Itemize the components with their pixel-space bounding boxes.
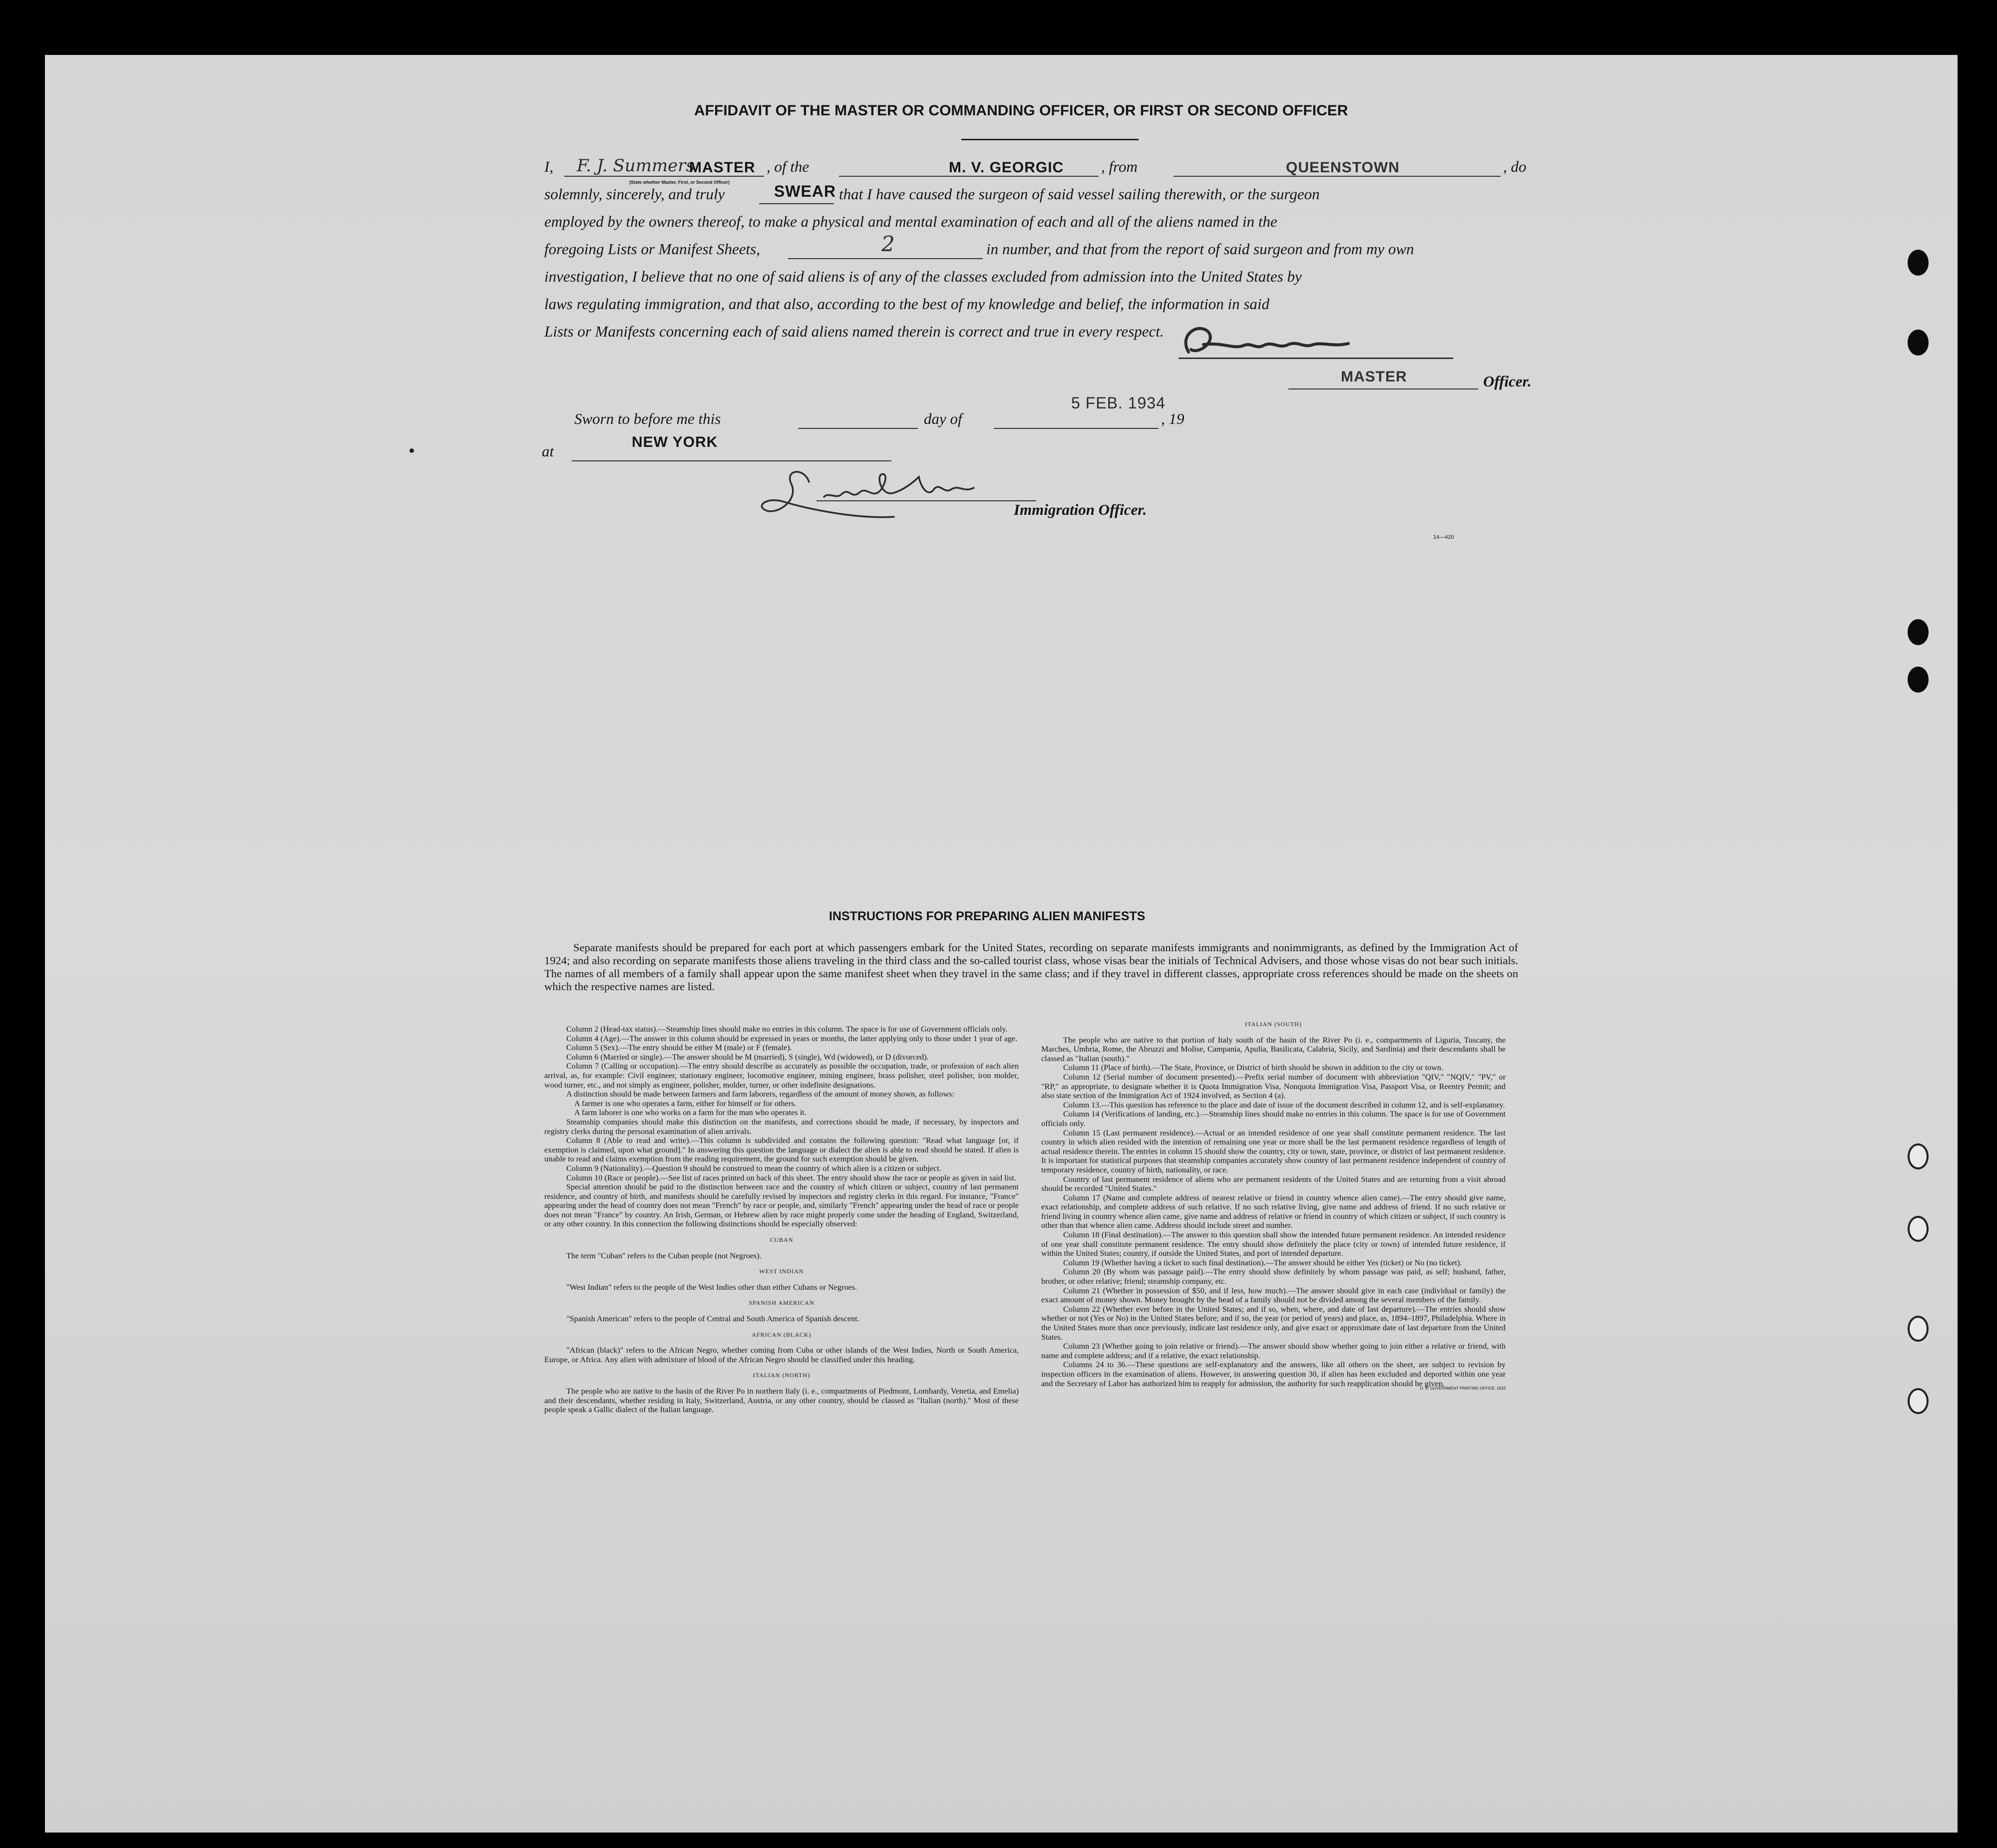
affidavit-line-1: I, F. J. Summers MASTER , of the M. V. GEORGIC , from QUEENSTOWN , do [544, 155, 1663, 185]
printer-imprint: U. S. GOVERNMENT PRINTING OFFICE: 1933 [1420, 1386, 1506, 1391]
instruction-paragraph: Column 15 (Last permanent residence).—Actual or an intended residence of one year shall constitute permanent residence. The last country in which alien resided with the intention of remaining one year or more shall be the last permanent residence regardless of length of actual residence therein. The entries in column 15 should show the country, city or town, state, province, or district of last permanent residence. It is important for statistical purposes that steamship companies accurately show country of last permanent residence independent of country of temporary residence, country of birth, nationality, or race. [1041, 1128, 1506, 1174]
instruction-paragraph: Country of last permanent residence of aliens who are permanent residents of the United States and are returning from a visit abroad should be recorded "United States." [1041, 1174, 1506, 1193]
instruction-paragraph: A farm laborer is one who works on a farm for the man who operates it. [574, 1108, 806, 1117]
affidavit-line-7: Lists or Manifests concerning each of said aliens named therein is correct and true in every respect. [544, 323, 1164, 340]
instruction-paragraph: Column 13.—This question has reference to the place and date of issue of the document described in column 12, and is self-explanatory. [1063, 1100, 1505, 1109]
section-heading: ITALIAN (SOUTH) [1245, 1021, 1302, 1028]
instruction-paragraph: Column 18 (Final destination).—The answer to this question shall show the intended future permanent residence. An intended residence of one year shall constitute permanent residence. The entry should show definitely the place (city or town) of intended future residence, if within the United States; country, if outside the United States, and port of intended departure. [1041, 1230, 1506, 1258]
ink-dot [409, 448, 414, 453]
instruction-paragraph: Special attention should be paid to the distinction between race and the country of which citizen or subject, country of last permanent residence, and country of birth, and manifests should be carefully revised by inspectors and registry clerks in this regard. For instance, "France" appearing under the head of country does not mean "French" by race or people, and, similarly "French" appearing under the head of race or people does not mean "France" by country. An Irish, German, or Hebrew alien by race might properly come under the heading of England, Switzerland, or any other country. In this connection the following distinctions should be especially observed: [544, 1182, 1019, 1229]
immigration-signature-scribble [754, 462, 1054, 529]
punch-hole [1908, 1216, 1929, 1242]
instruction-paragraph: Column 19 (Whether having a ticket to such final destination).—The answer should be either Yes (ticket) or No (no ticket). [1063, 1258, 1462, 1267]
instruction-paragraph: The people who are native to that portion of Italy south of the basin of the River Po (i. e., compartments of Liguria, Tuscany, the Marches, Umbria, Rome, the Abruzzi and Molise, Campania, Apulia, Basilicata, Calabria, Sicily, and Sardinia) and their descendants shall be classed as "Italian (south)." [1041, 1035, 1506, 1063]
instruction-paragraph: The people who are native to the basin of the River Po in northern Italy (i. e., compartments of Piedmont, Lombardy, Venetia, and Emelia) and their descendants, whether residing in Italy, Switzerland, Austria, or any other country, should be classed as "Italian (north)." Most of these people speak a Gallic dialect of the Italian language. [544, 1387, 1019, 1415]
instruction-paragraph: Column 21 (Whether in possession of $50, and if less, how much).—The answer should give in each case (individual or family) the exact amount of money shown. Money brought by the head of a family should not be divided among the several members of the family. [1041, 1286, 1506, 1305]
instructions-right-column [1041, 1020, 1506, 1394]
instruction-paragraph: The term "Cuban" refers to the Cuban people (not Negroes). [566, 1251, 762, 1260]
signature-line [1179, 358, 1453, 359]
place-field: NEW YORK [632, 434, 718, 450]
section-heading: CUBAN [770, 1236, 794, 1244]
section-heading: WEST INDIAN [759, 1268, 804, 1275]
instruction-paragraph: Column 11 (Place of birth).—The State, Province, or District of birth should be shown in addition to the city or town. [1063, 1063, 1443, 1073]
officer-rank-field: MASTER [1341, 369, 1407, 385]
instruction-paragraph: Column 4 (Age).—The answer in this column should be expressed in years or months, the latter applying only to those under 1 year of age. [566, 1034, 1018, 1043]
punch-hole [1908, 250, 1929, 276]
port-field: QUEENSTOWN [1286, 159, 1400, 176]
punch-hole [1908, 330, 1929, 356]
instruction-paragraph: Column 12 (Serial number of document presented).—Prefix serial number of document with abbreviation "QIV," "NQIV," "PV," or "RP," as appropriate, to designate whether it is Quota Immigration Visa, Nonquota Immigration Visa, Passport Visa, or Reentry Permit; and also state section of the Immigration Act of 1924 involved, as Section 4 (a). [1041, 1072, 1506, 1101]
immigration-officer-label: Immigration Officer. [1014, 501, 1147, 518]
punch-hole [1908, 1316, 1929, 1342]
immigration-signature [754, 462, 1054, 529]
place-line: at NEW YORK [542, 439, 941, 469]
affidavit-line-4: foregoing Lists or Manifest Sheets, 2 in number, and that from the report of said surgeon and from my own [544, 237, 1663, 267]
affidavit-line-6: laws regulating immigration, and that also, according to the best of my knowledge and belief, the information in said [544, 295, 1270, 313]
officer-label: Officer. [1483, 372, 1532, 390]
master-name-handwritten: F. J. Summers [577, 156, 695, 176]
manifest-sheet [45, 55, 1958, 1833]
instructions-intro: Separate manifests should be prepared for each port at which passengers embark for the United States, recording on separate manifests immigrants and nonimmigrants, as defined by the Immigration Act of 1924; and also recording on separate manifests those aliens traveling in the third class and the so-called tourist class, whose visas bear the initials of Technical Advisers, and those whose visas do not bear such initials. The names of all members of a family shall appear upon the same manifest sheet when they travel in the same class; and if they travel in different classes, appropriate cross references should be made on the sheets on which the respective names are listed. [544, 941, 1518, 993]
sheets-count-handwritten: 2 [881, 232, 895, 256]
instruction-paragraph: Column 10 (Race or people).—See list of races printed on back of this sheet. The entry should show the race or people as given in said list. [566, 1173, 1017, 1182]
instruction-paragraph: A farmer is one who operates a farm, either for himself or for others. [574, 1099, 797, 1108]
vessel-field: M. V. GEORGIC [949, 159, 1064, 176]
title-rule [961, 139, 1139, 140]
instruction-paragraph: Column 14 (Verifications of landing, etc.).—Steamship lines should make no entries in this column. The space is for use of Government officials only. [1041, 1109, 1506, 1128]
instruction-paragraph: "African (black)" refers to the African Negro, whether coming from Cuba or other islands of the West Indies, North or South America, Europe, or Africa. Any alien with admixture of blood of the African Negro should be classified under this heading. [544, 1346, 1019, 1364]
instruction-paragraph: "Spanish American" refers to the people of Central and South America of Spanish descent. [566, 1314, 859, 1324]
rank-note: (State whether Master, First, or Second Officer) [629, 180, 730, 185]
instruction-paragraph: Column 22 (Whether ever before in the United States; and if so, when, where, and date of last departure).—The entries should show whether or not (Yes or No) in the United States before; and if so, the year (or period of years) and place, as, 1894–1897, Philadelphia. Where in the United States more than once previously, indicate last residence only, and give exact or approximate date of last departure from the United States. [1041, 1304, 1506, 1342]
section-heading: SPANISH AMERICAN [749, 1299, 814, 1307]
instructions-left-column [544, 1020, 1019, 1415]
form-number: 14—420 [1433, 534, 1454, 540]
master-signature [1169, 315, 1378, 370]
instruction-paragraph: Column 5 (Sex).—The entry should be either M (male) or F (female). [566, 1043, 792, 1053]
instruction-paragraph: Column 17 (Name and complete address of nearest relative or friend in country whence alien came).—The entry should give name, exact relationship, and complete address of such relative. If no such relative living, give name and address of friend. If no such relative or friend living in country whence alien came, give name and address of relative or friend in country of which citizen or subject, if such country is other than that whence alien came. Address should include street and number. [1041, 1193, 1506, 1230]
instruction-paragraph: Column 23 (Whether going to join relative or friend).—The answer should show whether going to join either a relative or friend, with name and complete address; and if a relative, the exact relationship. [1041, 1342, 1506, 1360]
instruction-paragraph: A distinction should be made between farmers and farm laborers, regardless of the amount of money shown, as follows: [566, 1090, 954, 1099]
punch-hole [1908, 619, 1929, 645]
sworn-line: Sworn to before me this day of 5 FEB. 1934 , 19 [574, 407, 1273, 437]
affidavit-line-5: investigation, I believe that no one of said aliens is of any of the classes excluded from admission into the United States by [544, 268, 1302, 285]
punch-hole [1908, 1388, 1929, 1414]
instruction-paragraph: Steamship companies should make this distinction on the manifests, and corrections should be made, if necessary, by inspectors and registry clerks during the personal examination of alien arrivals. [544, 1117, 1019, 1136]
instruction-paragraph: Column 8 (Able to read and write).—This column is subdivided and contains the following question: "Read what language [or, if exemption is claimed, upon what ground]." In answering this question the language or dialect the alien is able to read should be stated. If alien is unable to read and claims exemption from the reading requirement, the ground for such exemption should be given. [544, 1136, 1019, 1164]
punch-hole [1908, 1143, 1929, 1169]
affidavit-line-3: employed by the owners thereof, to make a physical and mental examination of each and all of the aliens named in the [544, 213, 1277, 230]
instructions-title: INSTRUCTIONS FOR PREPARING ALIEN MANIFESTS [829, 909, 1146, 923]
date-stamp: 5 FEB. 1934 [1071, 394, 1166, 412]
section-heading: ITALIAN (NORTH) [753, 1372, 810, 1379]
section-heading: AFRICAN (BLACK) [752, 1331, 811, 1338]
instruction-paragraph: Column 20 (By whom was passage paid).—The entry should show definitely by whom passage was paid, as self; husband, father, brother, or other relative; friend; steamship company, etc. [1041, 1267, 1506, 1286]
instruction-paragraph: Column 7 (Calling or occupation).—The entry should describe as accurately as possible the occupation, trade, or profession of each alien arrival, as, for example: Civil engineer, stationary engineer, locomotive engineer, mining engineer, brass polisher, steel polisher, iron molder, wood turner, etc., and not simply as engineer, polisher, molder, turner, or other indefinite designations. [544, 1062, 1019, 1090]
affidavit-title: AFFIDAVIT OF THE MASTER OR COMMANDING OFFICER, OR FIRST OR SECOND OFFICER [694, 102, 1348, 119]
instruction-paragraph: Column 2 (Head-tax status).—Steamship lines should make no entries in this column. The space is for use of Government officials only. [566, 1025, 1008, 1034]
instruction-paragraph: Column 9 (Nationality).—Question 9 should be construed to mean the country of which alien is a citizen or subject. [566, 1163, 941, 1173]
punch-hole [1908, 667, 1929, 693]
rank-field: MASTER [689, 159, 756, 176]
affidavit-line-2: solemnly, sincerely, and truly SWEAR that I have caused the surgeon of said vessel sailing therewith, or the surgeon [544, 182, 1663, 212]
instruction-paragraph: Columns 24 to 36.—These questions are self-explanatory and the answers, like all others on the sheet, are subject to revision by inspection officers in the examination of aliens. However, in answering question 30, if alien has been excluded and deported within one year and the Secretary of Labor has authorized him to reapply for admission, the authority for such reapplication should be given. [1041, 1360, 1506, 1388]
oath-field: SWEAR [774, 182, 836, 200]
instruction-paragraph: Column 6 (Married or single).—The answer should be M (married), S (single), Wd (widowed), or D (divorced). [566, 1052, 929, 1062]
instruction-paragraph: "West Indian" refers to the people of the West Indies other than either Cubans or Negroes. [566, 1282, 857, 1292]
signature-scribble [1169, 315, 1378, 370]
